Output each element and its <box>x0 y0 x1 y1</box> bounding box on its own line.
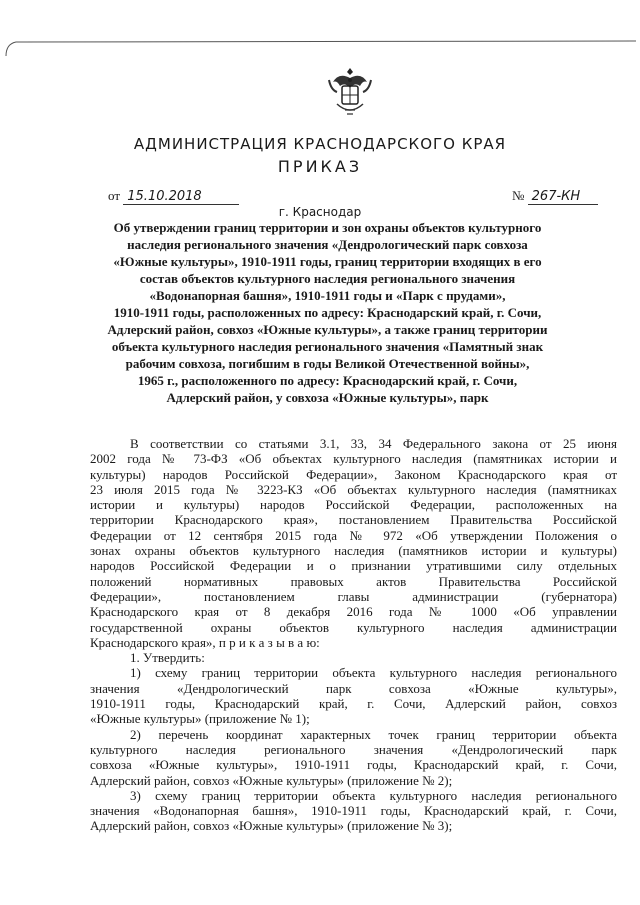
title-line: объекта культурного наследия регионального значения «Памятный знак <box>111 339 544 354</box>
title-line: «Водонапорная башня», 1910-1911 годы и «Парк с прудами», <box>149 288 506 303</box>
body-line: В соответствии со статьями 3.1, 33, 34 Федерального закона от 25 июня <box>130 436 617 451</box>
title-line: Адлерский район, совхоз «Южные культуры», а также границ территории <box>107 322 548 337</box>
body-line: Краснодарского края от 8 декабря 2016 года № 1000 «Об управлении <box>90 604 617 620</box>
body-line: народов Российской Федерации и о признании утратившими силу отдельных <box>90 558 617 574</box>
body-line: истории и культуры) народов Российской Федерации, расположенных на <box>90 497 617 513</box>
body-line: положений нормативных правовых актов Правительства Российской <box>90 573 617 589</box>
date-block <box>108 188 239 205</box>
date-prefix: от <box>108 188 121 203</box>
body-line: 2) перечень координат характерных точек границ территории объекта <box>130 726 617 742</box>
title-line: 1965 г., расположенного по адресу: Краснодарский край, г. Сочи, <box>137 373 518 388</box>
number-value: 267-КН <box>528 189 598 205</box>
scan-corner-line <box>0 0 640 60</box>
document-type: ПРИКАЗ <box>277 157 363 176</box>
date-value: 15.10.2018 <box>123 189 239 205</box>
document-title <box>95 219 560 406</box>
title-line: «Южные культуры», 1910-1911 годы, границ территории входящих в его <box>113 254 542 269</box>
body-line: Федерации от 12 сентября 2015 года № 972 «Об утверждении Положения о <box>90 527 617 543</box>
body-line: Федерации», постановлением главы администрации (губернатора) <box>90 588 617 604</box>
body-line: Адлерский район, совхоз «Южные культуры» (приложение № 2); <box>90 772 453 788</box>
number-prefix: № <box>512 188 525 203</box>
title-line: Об утверждении границ территории и зон охраны объектов культурного <box>113 220 542 235</box>
title-line: 1910-1911 годы, расположенных по адресу: Краснодарский край, г. Сочи, <box>113 305 542 320</box>
title-line: рабочим совхоза, погибшим в годы Великой Отечественной войны», <box>125 356 530 371</box>
body-line: значения «Водонапорная башня», 1910-1911 годы, Краснодарский край, г. Сочи, <box>90 803 617 819</box>
body-line: 23 июля 2015 года № 3223-КЗ «Об объектах культурного наследия (памятниках <box>90 481 617 497</box>
body-line: совхоза «Южные культуры», 1910-1911 годы, Краснодарский край, г. Сочи, <box>90 757 617 773</box>
body-line: территории Краснодарского края», постановлением Правительства Российской <box>90 512 617 528</box>
body-line: 1) схему границ территории объекта культурного наследия регионального <box>130 665 617 681</box>
body-line: зонах охраны объектов культурного наследия (памятников истории и культуры) <box>90 543 617 559</box>
body-line: 1. Утвердить: <box>130 650 205 666</box>
body-line: 3) схему границ территории объекта культурного наследия регионального <box>130 787 617 803</box>
title-line: Адлерский район, у совхоза «Южные культуры», парк <box>166 390 489 405</box>
body-line: Краснодарского края», п р и к а з ы в а ю: <box>90 634 320 650</box>
body-line: культурного наследия регионального значения «Дендрологический парк <box>90 741 617 757</box>
body-line: культуры) народов Российской Федерации», Законом Краснодарского края от <box>90 466 617 482</box>
body-line: государственной охраны объектов культурного наследия администрации <box>90 619 617 635</box>
body-line: 1910-1911 годы, Краснодарский край, г. Сочи, Адлерский район, совхоз <box>90 696 617 712</box>
number-block <box>512 188 598 205</box>
title-line: состав объектов культурного наследия регионального значения <box>139 271 516 286</box>
coat-of-arms-icon <box>327 66 373 118</box>
body-line: Адлерский район, совхоз «Южные культуры» (приложение № 3); <box>90 818 453 834</box>
title-line: наследия регионального значения «Дендрологический парк совхоза <box>127 237 528 252</box>
city-name: г. Краснодар <box>278 205 362 219</box>
body-line: значения «Дендрологический парк совхоза «Южные культуры», <box>90 680 617 696</box>
body-line: 2002 года № 73-ФЗ «Об объектах культурного наследия (памятниках истории и <box>90 451 617 467</box>
body-line: «Южные культуры» (приложение № 1); <box>90 711 310 727</box>
document-body <box>90 436 617 834</box>
organization-name: АДМИНИСТРАЦИЯ КРАСНОДАРСКОГО КРАЯ <box>133 135 507 153</box>
